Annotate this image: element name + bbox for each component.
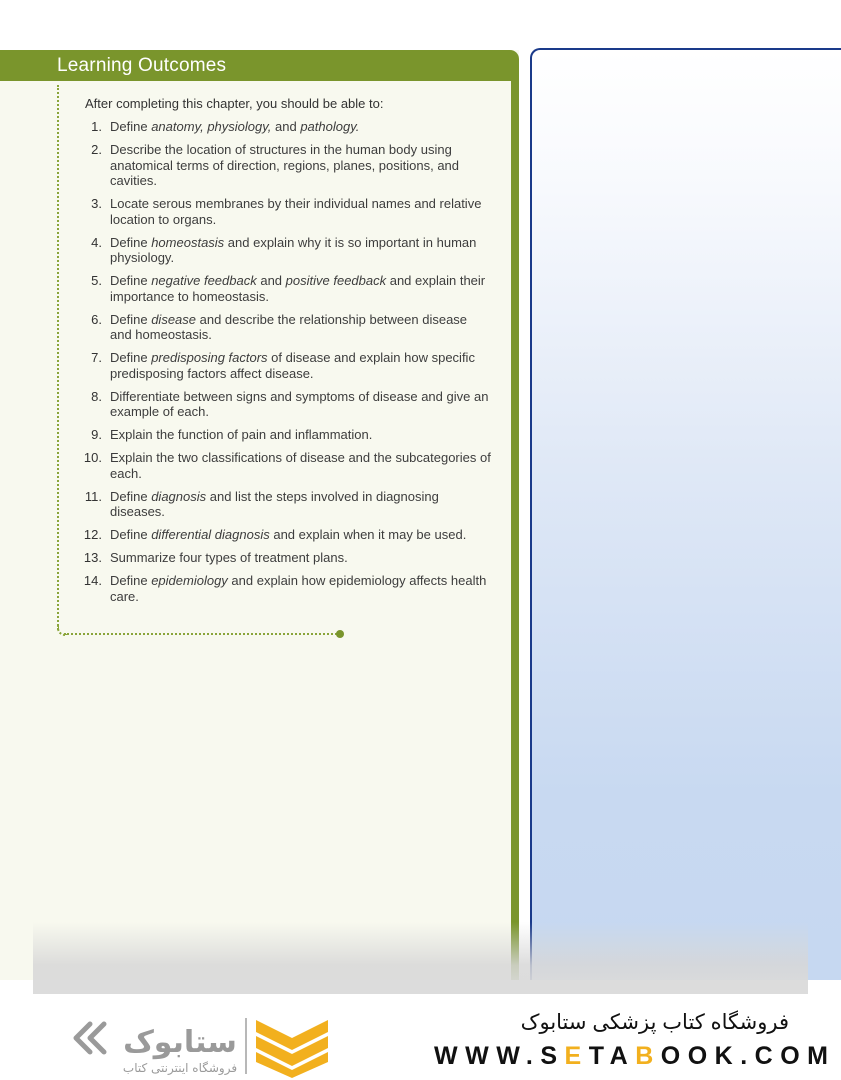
- outcome-text: Summarize four types of treatment plans.: [110, 550, 348, 565]
- outcome-item-10: [78, 450, 492, 481]
- outcome-item-2: [78, 142, 492, 189]
- outcome-item-1: [78, 119, 492, 135]
- url-part-2: E: [564, 1042, 589, 1070]
- outcome-number: 3.: [91, 196, 102, 211]
- outcome-item-14: [78, 573, 492, 604]
- outcome-text: Locate serous membranes by their individual names and relative location to organs.: [110, 196, 482, 227]
- outcome-text: Explain the function of pain and inflammation.: [110, 427, 373, 442]
- outcome-text: Describe the location of structures in the human body using anatomical terms of direction, regions, planes, positions, and cavities.: [110, 142, 460, 188]
- outcome-item-9: [78, 427, 492, 443]
- learning-outcomes-panel: [0, 50, 519, 980]
- outcome-number: 2.: [91, 142, 102, 157]
- url-part-3: TA: [588, 1042, 636, 1070]
- sidebar-gradient-panel: [530, 48, 841, 980]
- outcome-item-13: [78, 550, 492, 566]
- outcome-number: 5.: [91, 273, 102, 288]
- logo-caption: فروشگاه اینترنتی کتاب: [122, 1061, 238, 1075]
- outcome-item-7: [78, 350, 492, 381]
- outcome-item-8: [78, 389, 492, 420]
- outcome-number: 13.: [83, 550, 102, 565]
- outcome-number: 7.: [91, 350, 102, 365]
- outcome-item-12: [78, 527, 492, 543]
- watermark-url: [434, 1042, 835, 1071]
- outcome-item-3: [78, 196, 492, 227]
- outcome-number: 6.: [91, 311, 102, 327]
- url-part-4: B: [635, 1042, 661, 1070]
- dotted-rule-end-dot: [336, 630, 344, 638]
- watermark-persian-text: فروشگاه کتاب پزشکی ستابوک: [520, 1011, 789, 1034]
- dotted-rule-horizontal: [64, 633, 340, 635]
- outcome-text: Define epidemiology and explain how epidemiology affects health care.: [110, 573, 487, 604]
- outcome-text: Explain the two classifications of disease and the subcategories of each.: [110, 450, 491, 481]
- learning-outcomes-header: [0, 50, 519, 81]
- outcome-item-5: [78, 273, 492, 304]
- outcome-text: Define differential diagnosis and explain when it may be used.: [110, 527, 467, 542]
- outcome-number: 10.: [83, 450, 102, 465]
- learning-outcomes-intro: After completing this chapter, you should be able to:: [85, 96, 384, 111]
- outcome-item-11: [78, 489, 492, 520]
- outcome-number: 14.: [83, 573, 102, 588]
- dotted-rule-vertical: [57, 85, 59, 630]
- outcome-text: Differentiate between signs and symptoms of disease and give an example of each.: [110, 388, 489, 419]
- learning-outcomes-list: [78, 119, 492, 612]
- url-part-1: WWW.S: [434, 1042, 565, 1070]
- outcome-number: 12.: [83, 527, 102, 542]
- outcome-number: 9.: [91, 427, 102, 442]
- outcome-text: Define disease and describe the relationship between disease and homeostasis.: [110, 311, 468, 342]
- outcome-number: 4.: [91, 234, 102, 250]
- bottom-shadow: [33, 922, 808, 994]
- setabook-logo: [70, 1012, 332, 1078]
- logo-chevron-icon: [256, 1020, 328, 1078]
- outcome-text: Define homeostasis and explain why it is so important in human physiology.: [110, 234, 477, 265]
- outcome-number: 11.: [84, 488, 102, 504]
- logo-word: ستابوک: [123, 1025, 237, 1060]
- outcome-text: Define anatomy, physiology, and pathology.: [110, 119, 360, 134]
- url-part-5: OOK.COM: [660, 1042, 836, 1070]
- outcome-item-6: [78, 312, 492, 343]
- panel-right-border: [511, 81, 519, 980]
- outcome-item-4: [78, 235, 492, 266]
- outcome-text: Define predisposing factors of disease and explain how specific predisposing factors affect disease.: [110, 350, 475, 381]
- outcome-number: 1.: [91, 119, 102, 134]
- outcome-number: 8.: [91, 388, 102, 404]
- outcome-text: Define negative feedback and positive feedback and explain their importance to homeostasis.: [110, 273, 486, 304]
- learning-outcomes-title: Learning Outcomes: [57, 55, 227, 76]
- outcome-text: Define diagnosis and list the steps involved in diagnosing diseases.: [110, 488, 439, 519]
